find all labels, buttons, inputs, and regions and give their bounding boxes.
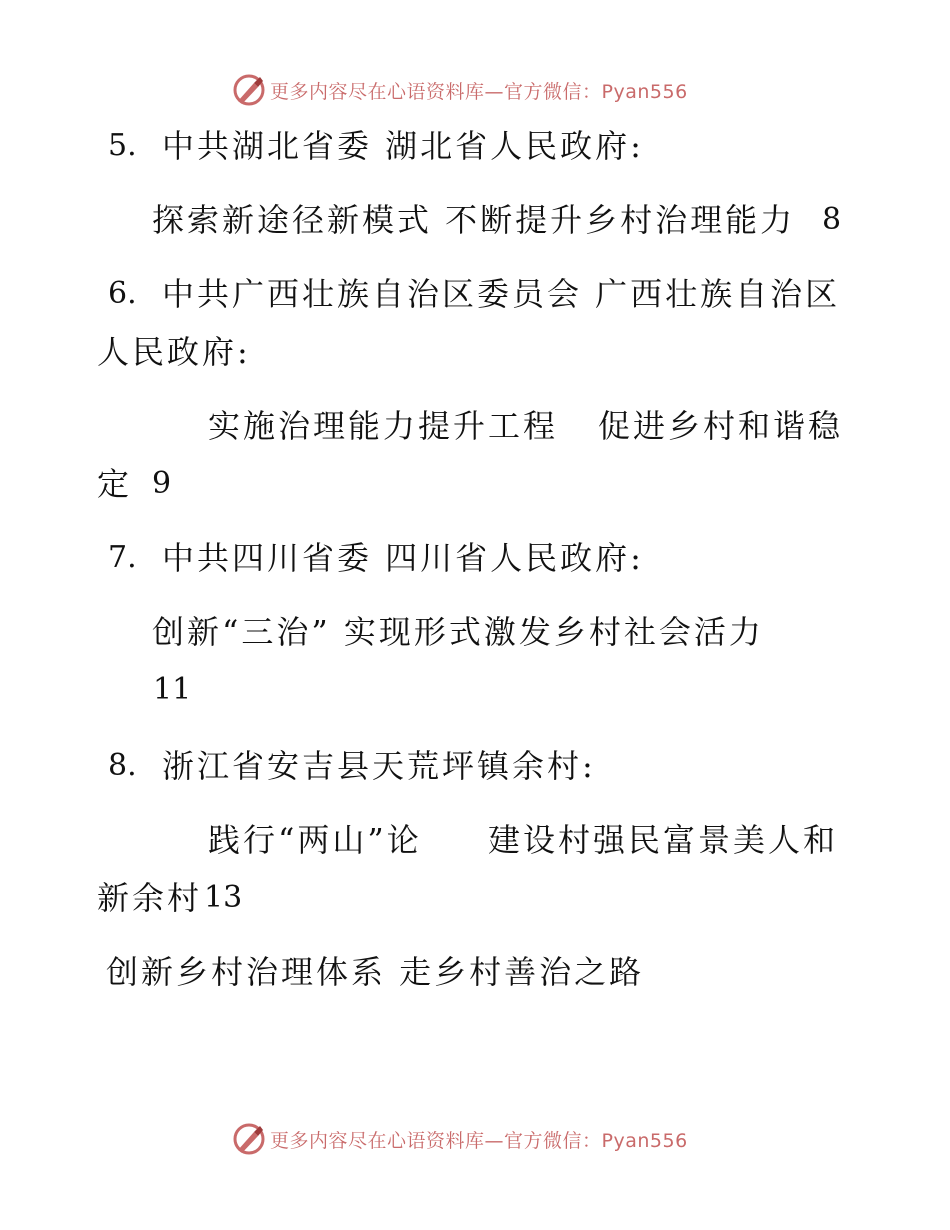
- watermark-text: 更多内容尽在心语资料库—官方微信：Pyan556: [270, 1129, 688, 1152]
- toc-entry-number: 8.: [108, 748, 137, 783]
- toc-entry-title: 创新“三治” 实现形式激发乡村社会活力: [152, 613, 764, 651]
- watermark-banner-top: [232, 72, 712, 108]
- toc-entry-heading: 中共广西壮族自治区委员会 广西壮族自治区: [162, 275, 841, 313]
- section-heading: 创新乡村治理体系 走乡村善治之路: [106, 953, 645, 991]
- toc-entry-title-continued: 新余村: [97, 879, 203, 917]
- toc-entry-heading: 中共湖北省委 湖北省人民政府:: [162, 127, 644, 165]
- toc-entry-number: 6.: [108, 276, 137, 311]
- pen-logo-icon: [232, 73, 266, 107]
- watermark-banner-bottom: [232, 1121, 712, 1157]
- toc-entry-page: 11: [153, 672, 192, 707]
- toc-entry-title: 探索新途径新模式 不断提升乡村治理能力: [152, 201, 796, 239]
- toc-entry-page: 8: [822, 202, 842, 237]
- watermark-text: 更多内容尽在心语资料库—官方微信：Pyan556: [270, 80, 688, 103]
- toc-entry-heading-continued: 人民政府:: [97, 333, 251, 371]
- toc-entry-heading: 浙江省安吉县天荒坪镇余村:: [162, 747, 596, 785]
- toc-entry-title-continued: 促进乡村和谐稳: [598, 407, 844, 445]
- toc-entry-title-continued: 定: [97, 465, 133, 503]
- toc-entry-title: 践行“两山”论: [208, 821, 422, 859]
- toc-entry-number: 7.: [108, 540, 137, 575]
- toc-entry-number: 5.: [108, 128, 137, 163]
- toc-entry-page: 13: [204, 880, 243, 915]
- toc-entry-page: 9: [152, 466, 172, 501]
- toc-entry-title: 实施治理能力提升工程: [208, 407, 559, 445]
- toc-entry-title-continued: 建设村强民富景美人和: [488, 821, 839, 859]
- pen-logo-icon: [232, 1122, 266, 1156]
- toc-entry-heading: 中共四川省委 四川省人民政府:: [162, 539, 644, 577]
